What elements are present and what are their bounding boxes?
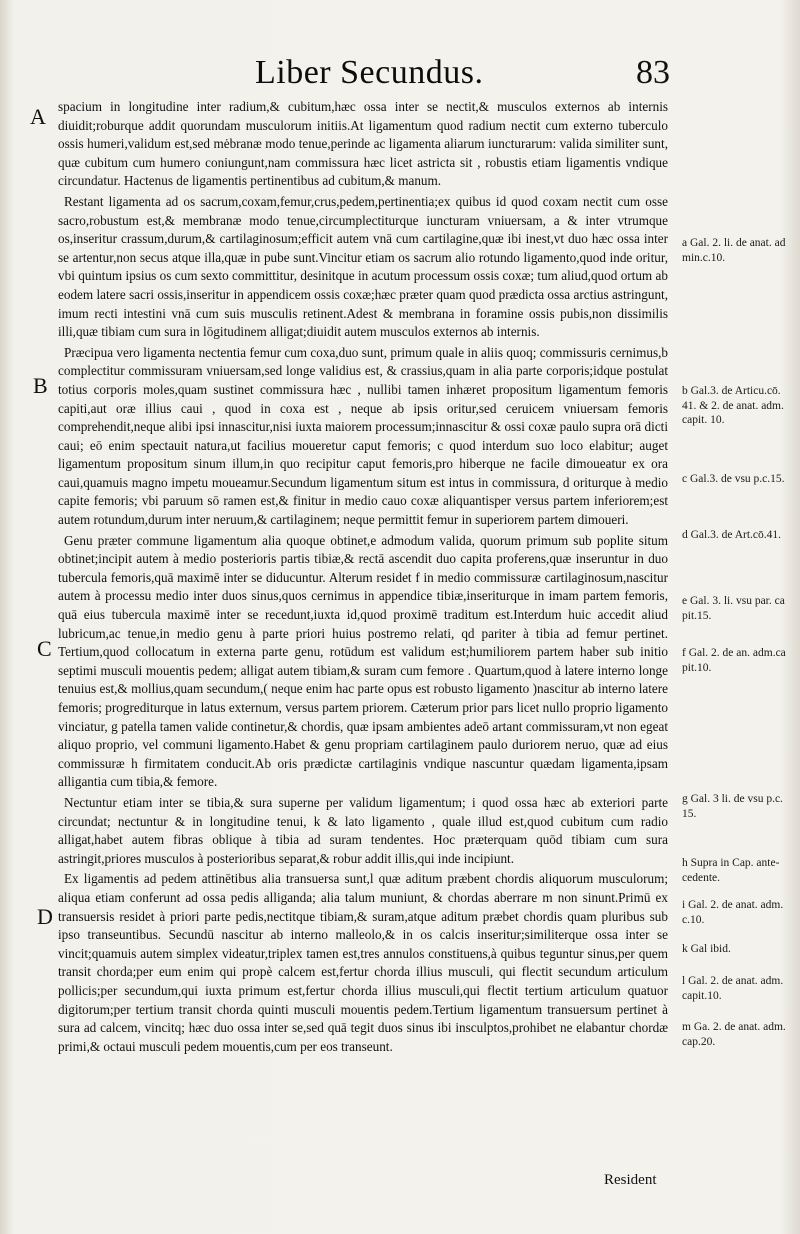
margin-note: i Gal. 2. de anat. adm. c.10. [682, 899, 784, 926]
margin-note: a Gal. 2. li. de anat. ad min.c.10. [682, 237, 786, 264]
margin-note: f Gal. 2. de an. adm.ca pit.10. [682, 647, 786, 674]
margin-note: e Gal. 3. li. vsu par. ca pit.15. [682, 595, 785, 622]
margin-note: c Gal.3. de vsu p.c.15. [682, 473, 785, 485]
page-number: 83 [636, 54, 670, 91]
main-text-column [58, 98, 668, 1058]
paragraph: spacium in longitudine inter radium,& cubitum,hæc ossa inter se nectit,& musculos externos ab internis diuidit;roburque addit quorundam musculorum initiis.At ligamentum quod radium nectit cum externo tuberculo ossis humeri,validum est,sed mėbranæ modo tenue,perinde ac ligamenta aliarum iuncturarum: valida similiter sunt, quæ cubitum cum humero coniungunt,nam commissura hæc licet astricta sit , robustis etiam ligamentis vndique circundatur. Hactenus de ligamentis pertinentibus ad cubitum,& manum. [58, 99, 668, 189]
catchword: Resident [604, 1172, 657, 1188]
section-letter-d: D [37, 904, 53, 929]
margin-note: m Ga. 2. de anat. adm. cap.20. [682, 1021, 786, 1048]
section-letter-c: C [37, 636, 52, 661]
margin-note: h Supra in Cap. ante-cedente. [682, 857, 780, 884]
section-letter-a: A [30, 104, 46, 129]
paragraph: Genu præter commune ligamentum alia quoque obtinet,e admodum valida, quorum primum sub poplite situm obtinet;incipit autem à medio posterioris partis tibiæ,& rectā ascendit duo capita proferens,quæ inseruntur in duo tubercula femoris,quā maximē inter se diducuntur. Alterum residet f in medio commissuræ cartilaginosum,nascitur autem à processu medio inter duos sinus,quos cernimus in appendice tibiæ,inseriturque in imam partem femoris, quā eius tubercula maximē inter se recedunt,iuxta id,quod proximē traditum est.Interdum huic accedit aliud lubricum,ac tenue,in medio genu à parte priori huius postremo relati, qd pariter à tibia ad femur pertinet. Tertium,quod collocatum in externa parte genu, rotūdum est validum est;humiliorem partem haber sub initio septimi musculi mouentis pedem; alligat autem tibiam,& suram cum femore . Quartum,quod à latere interno longe tenuius est,& mollius,quam secundum,( neque enim hac parte opus est robusto ligamento )nascitur ab interno latere femoris; progrediturque in latus externum, versus partem priorem. Cæterum prior pars licet nullo proprio ligamento vinciatur, g patella tamen valide continetur,& chordis, quæ ipsam ambientes adeō artant commissuram,vt non egeat aliquo proprio, vel communi ligamento.Habet & genu propriam cartilaginem paulo duriorem neruo, quæ ad eius commissuræ h firmitatem conducit.Ab oris prædictæ cartilaginis vndique nascuntur quædam ligamenta,ipsam alligantia cum tibia,& femore. [58, 532, 668, 790]
running-title: Liber Secundus. [255, 54, 484, 91]
paragraph: Præcipua vero ligamenta nectentia femur cum coxa,duo sunt, primum quale in aliis quoq; commissuris cernimus,b complectitur commissuram vniuersam,sed longe validius est, & crassius,quam in alia parte corporis;idque postulat totius corporis moles,quam sustinet commissura hæc , nullibi tamen inhæret propositum ligamentum femoris capiti,aut oræ illius caui , quod in coxa est , neque ab ipsis oritur,sed ceruicem vniuersam femoris comprehendit,neque alibi ipsi innascitur,nisi iuxta maiorem processum;innascitur & ossi coxæ paulo supra orā dicti caui; eō enim spectauit natura,ut facilius moueretur caput femoris; c quod interdum suo loco elabitur; auget ligamentum propositum sinum illum,in quo recipitur caput femoris,pro hiberque ne facile dimoueatur ex ora caui,quamuis magno impetu moueamur.Secundum ligamentum situm est intus in commissura, d oriturque à medio capite femoris; vbi paruum sō ramen est,& finitur in medio cauo coxæ aliquantisper versus partem inferiorem;est autem rotundum,durum inter neruum,& cartilaginem; neque permittit femur in superiorem partem dimoueri. [58, 344, 668, 528]
paragraph: Restant ligamenta ad os sacrum,coxam,femur,crus,pedem,pertinentia;ex quibus id quod coxam nectit cum osse sacro,robustum est,& membranæ modo tenue,circumplectiturque iuncturam vniuersam, a & inter vtrumque os,inseritur crassum,durum,& cartilaginosum;efficit autem vnā cum cartilagine,quæ ibi inest,vt duo hæc ossa inter se artentur,non secus atque illa,quæ in pube sunt.Vincitur etiam os sacrum alio rotundo ligamento,quod inde oritur, vbi quintum ipsius os cum sexto committitur, desinitque in acutum processum ossis coxæ; tum aliud,quod ortum ab eodem latere sacri ossis,inseritur in appendicem ossis coxæ;hæc præter quam quod prædicta ossa arctius astringunt, imum recti intestini vnā cum suis musculis retinent.Adest & membrana in foramine ossis pubis,non dissimilis illi,quæ tibiam cum sura in lōgitudinem alligat;diuidit autem musculos externos ab internis. [58, 193, 668, 340]
paragraph: Ex ligamentis ad pedem attinētibus alia transuersa sunt,l quæ aditum præbent chordis aliquorum musculorum; aliqua etiam conferunt ad ossa pedis alliganda; alia talum muniunt, & chordas aberrare m non sinunt.Primū ex transuersis residet à priori parte pedis,nectitque tibiam,& suram,atque aditum præbet chordis quam pluribus sub ipso transeuntibus. Secundū nascitur ab interno malleolo,& in os calcis inseritur;similiterque ossa inter se vincit;quamuis autem simplex videatur,triplex tamen est,tres annulos constituens,à quibus teguntur sinus,per quem transit chorda;per eum enim qui propè calcem est,fertur chorda illius musculi, qui flectit secundum articulum pollicis;per secundum,qui iuxta primum est,fertur chorda illius musculi,qui flectit tertium articulum quatuor digitorum;per tertium transit chorda quinti musculi mouentis pedem.Tertium ligamentum transuersum pertinet à sura ad calcem, vincitq; hæc duo ossa inter se,sed quā tegit duos sinus ibi insculptos,prohibet ne elabantur chordæ primi,& octaui musculi pedem mouentis,cum per eos transeunt. [58, 871, 668, 1054]
section-letter-b: B [33, 373, 48, 398]
margin-note: b Gal.3. de Articu.cō. 41. & 2. de anat. adm. capit. 10. [682, 385, 784, 427]
margin-note: l Gal. 2. de anat. adm. capit.10. [682, 975, 784, 1002]
paragraph: Nectuntur etiam inter se tibia,& sura superne per validum ligamentum; i quod ossa hæc ab exteriori parte circundat; nectuntur & in longitudine tenui, k & lato ligamento , quale illud est,quod cubitum cum radio alligat,habet autem fibras oblique à tibia ad suram tendentes. Hoc præterquam quōd tibiam cum sura astringit,priores musculos à posterioribus separat,& robur addit illis,qui inde incipiunt. [58, 794, 668, 866]
margin-note: g Gal. 3 li. de vsu p.c. 15. [682, 793, 783, 820]
margin-note: d Gal.3. de Art.cō.41. [682, 529, 782, 541]
margin-note: k Gal ibid. [682, 943, 731, 955]
